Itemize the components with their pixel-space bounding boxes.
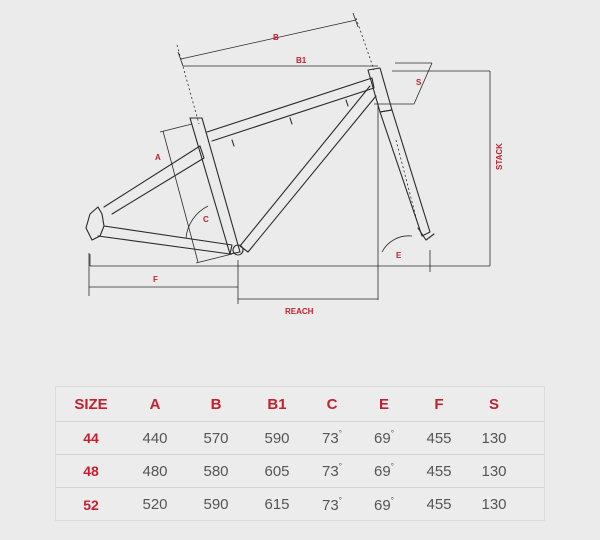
dimension-s	[374, 63, 432, 104]
label-s: S	[416, 78, 422, 87]
cell-c: 73°	[322, 495, 342, 514]
header-s: S	[488, 395, 499, 413]
cell-b: 580	[203, 462, 229, 480]
header-f: F	[434, 395, 444, 413]
header-a: A	[149, 395, 161, 413]
cell-b1: 615	[264, 496, 290, 513]
table-header-row	[56, 387, 544, 422]
row-size: 52	[83, 496, 99, 513]
label-c: C	[203, 215, 209, 224]
cell-s: 130	[481, 462, 507, 480]
bike-frame	[86, 68, 434, 255]
label-b: B	[273, 33, 279, 42]
label-e: E	[396, 251, 402, 260]
cell-c: 73°	[322, 429, 342, 447]
cell-e: 69°	[374, 495, 394, 514]
header-c: C	[326, 395, 338, 413]
cell-b1: 590	[264, 429, 290, 447]
dimension-b	[178, 13, 358, 66]
row-size: 44	[83, 430, 99, 446]
label-f: F	[153, 275, 158, 284]
cell-a: 440	[142, 429, 168, 447]
dimension-reach	[238, 104, 378, 300]
cell-s: 130	[481, 496, 507, 513]
cell-b1: 605	[264, 462, 290, 480]
cell-f: 455	[426, 429, 452, 447]
label-reach: REACH	[285, 307, 314, 316]
cell-f: 455	[426, 496, 452, 513]
table-row	[56, 455, 544, 488]
cell-e: 69°	[374, 462, 394, 480]
header-size: SIZE	[74, 395, 108, 413]
label-stack: STACK	[495, 143, 504, 170]
dimension-f	[89, 253, 238, 304]
cell-c: 73°	[322, 462, 342, 480]
table-row	[56, 422, 544, 455]
header-b: B	[210, 395, 222, 413]
cell-a: 480	[142, 462, 168, 480]
seat-tube-extension-dash	[177, 45, 199, 124]
label-a: A	[155, 153, 161, 162]
cell-b: 590	[203, 496, 229, 513]
cell-e: 69°	[374, 429, 394, 447]
row-size: 48	[83, 463, 99, 479]
head-tube-extension-dash	[356, 18, 374, 70]
header-b1: B1	[267, 395, 287, 413]
table-row	[56, 488, 544, 521]
cell-f: 455	[426, 462, 452, 480]
cell-s: 130	[481, 429, 507, 447]
dimension-a	[160, 124, 232, 263]
label-b1: B1	[296, 56, 307, 65]
angle-e-arc	[382, 236, 412, 252]
cell-b: 570	[203, 429, 229, 447]
cell-a: 520	[142, 496, 168, 513]
header-e: E	[378, 395, 389, 413]
geometry-table	[55, 386, 545, 521]
